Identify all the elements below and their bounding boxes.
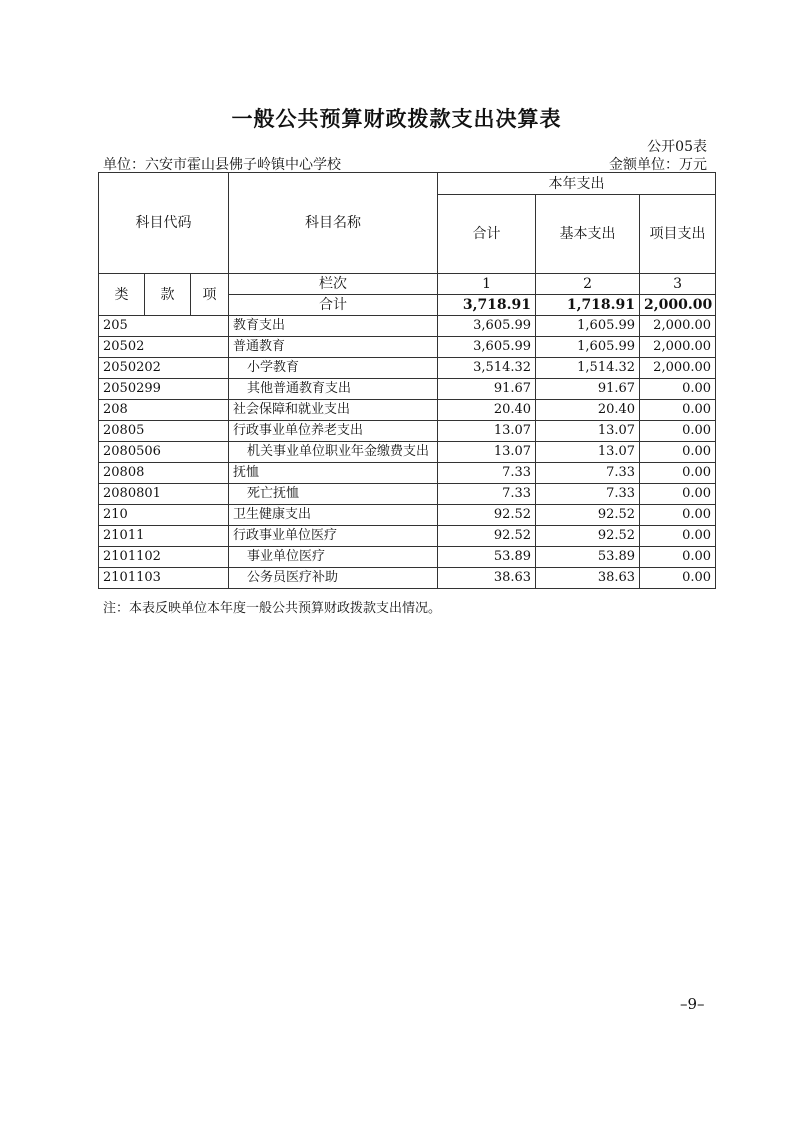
row-name: 行政事业单位医疗	[229, 526, 438, 547]
header-kuan: 款	[145, 274, 191, 316]
row-name: 教育支出	[229, 316, 438, 337]
table-row	[99, 505, 716, 526]
row-name: 公务员医疗补助	[229, 568, 438, 589]
table-row	[99, 484, 716, 505]
header-row-no: 栏次	[229, 274, 438, 295]
row-name: 小学教育	[229, 358, 438, 379]
row-code: 21011	[99, 526, 229, 547]
row-total: 3,514.32	[438, 358, 536, 379]
row-total: 92.52	[438, 526, 536, 547]
table-row	[99, 400, 716, 421]
table-row	[99, 568, 716, 589]
row-project: 0.00	[640, 379, 716, 400]
row-basic: 91.67	[536, 379, 640, 400]
row-total: 91.67	[438, 379, 536, 400]
row-name: 社会保障和就业支出	[229, 400, 438, 421]
row-total: 20.40	[438, 400, 536, 421]
row-name: 行政事业单位养老支出	[229, 421, 438, 442]
row-basic: 7.33	[536, 463, 640, 484]
row-code: 2080801	[99, 484, 229, 505]
row-basic: 92.52	[536, 505, 640, 526]
row-code: 20502	[99, 337, 229, 358]
row-total: 38.63	[438, 568, 536, 589]
header-xiang: 项	[191, 274, 229, 316]
header-total: 合计	[438, 195, 536, 274]
row-name: 卫生健康支出	[229, 505, 438, 526]
header-lei: 类	[99, 274, 145, 316]
row-name: 其他普通教育支出	[229, 379, 438, 400]
row-basic: 92.52	[536, 526, 640, 547]
row-code: 2101102	[99, 547, 229, 568]
row-basic: 13.07	[536, 421, 640, 442]
row-basic: 1,605.99	[536, 337, 640, 358]
header-project: 项目支出	[640, 195, 716, 274]
unit-label: 单位：六安市霍山县佛子岭镇中心学校	[103, 157, 341, 173]
row-basic: 38.63	[536, 568, 640, 589]
expenditure-table	[98, 172, 716, 589]
row-name: 死亡抚恤	[229, 484, 438, 505]
row-project: 0.00	[640, 505, 716, 526]
row-basic: 7.33	[536, 484, 640, 505]
header-col1: 1	[438, 274, 536, 295]
row-project: 2,000.00	[640, 337, 716, 358]
row-project: 0.00	[640, 484, 716, 505]
row-project: 0.00	[640, 463, 716, 484]
header-current-year: 本年支出	[438, 173, 716, 195]
row-total: 13.07	[438, 421, 536, 442]
row-basic: 53.89	[536, 547, 640, 568]
table-row	[99, 547, 716, 568]
header-code: 科目代码	[99, 173, 229, 274]
row-project: 0.00	[640, 400, 716, 421]
row-total: 7.33	[438, 484, 536, 505]
row-basic: 20.40	[536, 400, 640, 421]
table-row	[99, 526, 716, 547]
row-total: 53.89	[438, 547, 536, 568]
header-basic: 基本支出	[536, 195, 640, 274]
header-col2: 2	[536, 274, 640, 295]
row-code: 20805	[99, 421, 229, 442]
row-code: 208	[99, 400, 229, 421]
document-title: 一般公共预算财政拨款支出决算表	[231, 106, 562, 131]
row-name: 普通教育	[229, 337, 438, 358]
table-row	[99, 358, 716, 379]
row-total: 7.33	[438, 463, 536, 484]
sum-total: 3,718.91	[438, 295, 536, 316]
table-body	[99, 316, 716, 589]
row-total: 3,605.99	[438, 316, 536, 337]
table-row	[99, 379, 716, 400]
header-col3: 3	[640, 274, 716, 295]
row-code: 2080506	[99, 442, 229, 463]
row-code: 210	[99, 505, 229, 526]
row-code: 2050202	[99, 358, 229, 379]
table-row	[99, 421, 716, 442]
row-code: 205	[99, 316, 229, 337]
row-project: 0.00	[640, 568, 716, 589]
row-project: 0.00	[640, 547, 716, 568]
row-name: 事业单位医疗	[229, 547, 438, 568]
row-project: 2,000.00	[640, 316, 716, 337]
row-total: 92.52	[438, 505, 536, 526]
row-project: 0.00	[640, 442, 716, 463]
sum-label: 合计	[229, 295, 438, 316]
form-number: 公开05表	[647, 139, 707, 155]
sum-project: 2,000.00	[640, 295, 716, 316]
row-name: 抚恤	[229, 463, 438, 484]
table-row	[99, 316, 716, 337]
table-row	[99, 442, 716, 463]
money-unit-label: 金额单位：万元	[609, 157, 707, 173]
row-basic: 1,514.32	[536, 358, 640, 379]
row-basic: 1,605.99	[536, 316, 640, 337]
row-code: 2101103	[99, 568, 229, 589]
row-code: 2050299	[99, 379, 229, 400]
row-project: 0.00	[640, 526, 716, 547]
row-basic: 13.07	[536, 442, 640, 463]
table-row	[99, 463, 716, 484]
row-project: 0.00	[640, 421, 716, 442]
page-number: –9–	[680, 995, 705, 1013]
row-code: 20808	[99, 463, 229, 484]
footnote: 注：本表反映单位本年度一般公共预算财政拨款支出情况。	[103, 601, 442, 616]
sum-basic: 1,718.91	[536, 295, 640, 316]
row-total: 13.07	[438, 442, 536, 463]
row-project: 2,000.00	[640, 358, 716, 379]
row-total: 3,605.99	[438, 337, 536, 358]
header-name: 科目名称	[229, 173, 438, 274]
table-row	[99, 337, 716, 358]
row-name: 机关事业单位职业年金缴费支出	[229, 442, 438, 463]
